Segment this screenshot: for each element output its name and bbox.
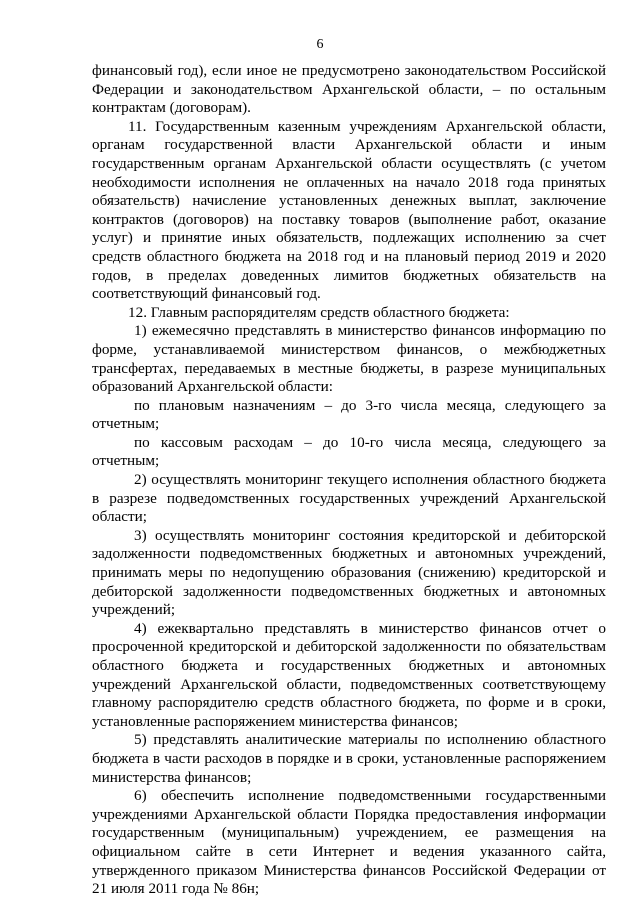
paragraph-item-12: 12. Главным распорядителям средств областного бюджета: <box>128 303 510 321</box>
paragraph-subitem-3: 3) осуществлять мониторинг состояния кредиторской и дебиторской задолженности подведомственных бюджетных и автономных учреждений, принимать меры по недопущению образования (снижению) кредиторской и дебиторской задолженности подведомственных бюджетных и автономных учреждений; <box>92 526 606 619</box>
paragraph-subitem-4: 4) ежеквартально представлять в министерство финансов отчет о просроченной кредиторской и дебиторской задолженности по обязательствам областного бюджета и государственных бюджетных и автономных учреждений Архангельской области, подведомственных соответствующему главному распорядителю средств областного бюджета, по форме и в сроки, установленные распоряжением министерства финансов; <box>92 619 606 730</box>
page-number: 6 <box>316 37 324 52</box>
paragraph-subitem-6: 6) обеспечить исполнение подведомственными государственными учреждениями Архангельской области Порядка предоставления информации государственным (муниципальным) учреждением, ее размещения на официальном сайте в сети Интернет и ведения указанного сайта, утвержденного приказом Министерства финансов Российской Федерации от 21 июля 2011 года № 86н; <box>92 787 606 898</box>
paragraph-continuation: финансовый год), если иное не предусмотрено законодательством Российской Федерации и законодательством Архангельской области, – по остальным контрактам (договорам). <box>92 62 606 117</box>
document-body <box>92 62 606 899</box>
paragraph-planned-assignments: по плановым назначениям – до 3-го числа месяца, следующего за отчетным; <box>92 396 606 433</box>
paragraph-subitem-2: 2) осуществлять мониторинг текущего исполнения областного бюджета в разрезе подведомственных государственных учреждений Архангельской области; <box>92 471 606 526</box>
paragraph-cash-expenses: по кассовым расходам – до 10-го числа месяца, следующего за отчетным; <box>92 433 606 470</box>
paragraph-subitem-1: 1) ежемесячно представлять в министерство финансов информацию по форме, устанавливаемой министерством финансов, о межбюджетных трансфертах, передаваемых в местные бюджеты, в разрезе муниципальных образований Архангельской области: <box>92 322 606 396</box>
paragraph-item-11: 11. Государственным казенным учреждениям Архангельской области, органам государственной власти Архангельской области и иным государственным органам Архангельской области осуществлять (с учетом необходимости исполнения не оплаченных на начало 2018 года принятых обязательств) начисление установленных денежных выплат, заключение контрактов (договоров) на поставку товаров (выполнение работ, оказание услуг) и принятие иных обязательств, подлежащих исполнению за счет средств областного бюджета на 2018 год и на плановый период 2019 и 2020 годов, в пределах доведенных лимитов бюджетных обязательств на соответствующий финансовый год. <box>92 117 606 303</box>
paragraph-subitem-5: 5) представлять аналитические материалы по исполнению областного бюджета в части расходов в порядке и в сроки, установленные распоряжением министерства финансов; <box>92 731 606 786</box>
